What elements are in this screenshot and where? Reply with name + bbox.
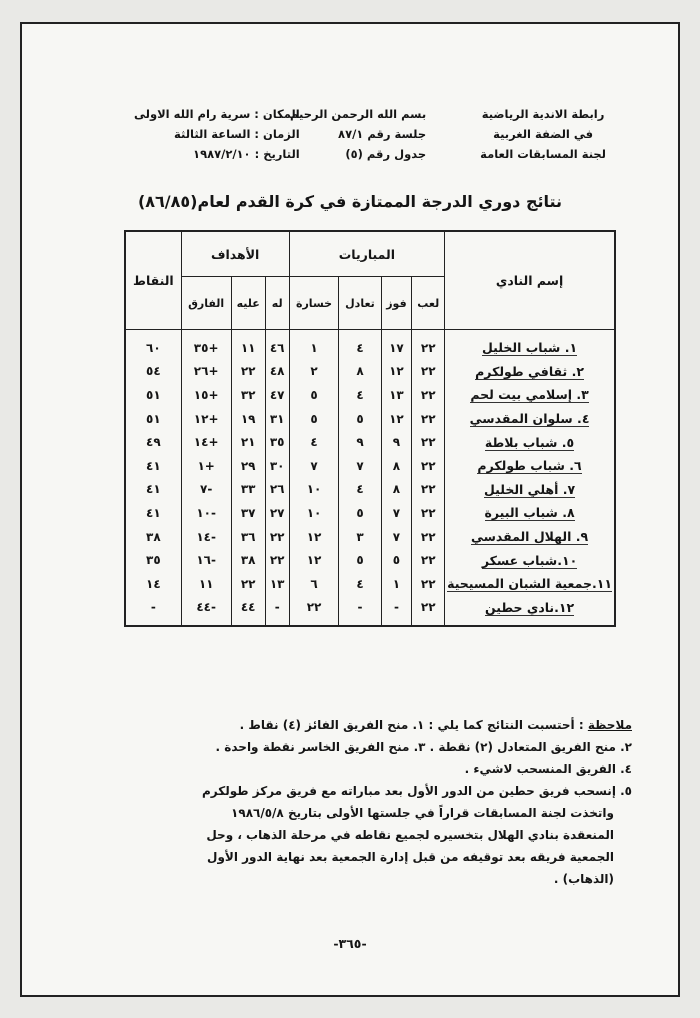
goal-diff-cell: -١٤ — [181, 525, 231, 549]
goals-for-cell: ٤٧ — [265, 383, 289, 407]
played-cell: ٢٢ — [412, 407, 445, 431]
goal-diff-cell: -٧ — [181, 478, 231, 502]
lost-cell: ٤ — [289, 430, 339, 454]
won-cell: ١ — [381, 572, 412, 596]
won-cell: ٨ — [381, 478, 412, 502]
note-line-1 — [92, 714, 632, 736]
club-name: ٧. أهلي الخليل — [483, 481, 576, 497]
club-name: ٩. الهلال المقدسي — [470, 529, 589, 545]
drawn-cell: ٥ — [339, 407, 381, 431]
drawn-cell: ٤ — [339, 478, 381, 502]
goal-diff-cell: +١٤ — [181, 430, 231, 454]
drawn-cell: ٨ — [339, 360, 381, 384]
note-line-8: (الذهاب) . — [553, 872, 614, 886]
goal-diff-cell: -١٠ — [181, 501, 231, 525]
points-cell: - — [125, 596, 181, 627]
lost-cell: ٥ — [289, 407, 339, 431]
goals-group-header: الأهداف — [181, 231, 289, 277]
goals-against-cell: ٣٢ — [231, 383, 265, 407]
played-cell: ٢٢ — [412, 596, 445, 627]
meeting-place: المكان : سرية رام الله الاولى — [134, 107, 300, 121]
lost-cell: ٢ — [289, 360, 339, 384]
won-cell: ٥ — [381, 548, 412, 572]
goals-against-cell: ٢٢ — [231, 572, 265, 596]
session-number: جلسة رقم ٨٧/١ — [338, 127, 427, 141]
club-name: ٨. شباب البيرة — [484, 505, 575, 521]
note-line-5: واتخذت لجنة المسابقات قراراً في جلستها الأولى بتاريخ ١٩٨٦/٥/٨ — [231, 806, 614, 820]
points-cell: ٥١ — [125, 407, 181, 431]
note-line-2: ٢. منح الفريق المتعادل (٢) نقطة . ٣. منح الفريق الخاسر نقطة واحدة . — [215, 740, 632, 754]
goals-for-cell: ٢٦ — [265, 478, 289, 502]
lost-cell: ٢٢ — [289, 596, 339, 627]
won-cell: ١٢ — [381, 360, 412, 384]
column-diff-header: الفارق — [181, 277, 231, 330]
points-cell: ٤٩ — [125, 430, 181, 454]
club-name: ٣. إسلامي بيت لحم — [470, 387, 589, 403]
goals-against-cell: ٣٦ — [231, 525, 265, 549]
goals-for-cell: ٣١ — [265, 407, 289, 431]
played-cell: ٢٢ — [412, 454, 445, 478]
table-row — [125, 330, 615, 360]
note-line-1-text: : أحتسبت النتائج كما يلي : ١. منح الفريق الفائز (٤) نقاط . — [239, 718, 584, 732]
column-club-header: إسم النادي — [445, 231, 615, 330]
goals-for-cell: ٢٢ — [265, 525, 289, 549]
played-cell: ٢٢ — [412, 330, 445, 360]
drawn-cell: ٩ — [339, 430, 381, 454]
column-lost-header: خسارة — [289, 277, 339, 330]
drawn-cell: ٤ — [339, 383, 381, 407]
club-name: ٥. شباب بلاطة — [484, 434, 575, 450]
goals-for-cell: ١٣ — [265, 572, 289, 596]
league-results-table — [124, 230, 616, 627]
lost-cell: ١٠ — [289, 501, 339, 525]
points-cell: ٤١ — [125, 454, 181, 478]
table-row — [125, 430, 615, 454]
note-line-4: ٥. إنسحب فريق حطين من الدور الأول بعد مباراته مع فريق مركز طولكرم — [202, 784, 632, 798]
session-block — [290, 104, 426, 164]
club-name: ١٢.نادي حطين — [484, 599, 575, 615]
table-row — [125, 548, 615, 572]
played-cell: ٢٢ — [412, 478, 445, 502]
drawn-cell: ٣ — [339, 525, 381, 549]
drawn-cell: ٥ — [339, 548, 381, 572]
note-line-3: ٤. الفريق المنسحب لاشيء . — [464, 762, 632, 776]
column-for-header: له — [265, 277, 289, 330]
won-cell: ٩ — [381, 430, 412, 454]
table-row — [125, 596, 615, 627]
notes-section — [92, 714, 632, 890]
club-name: ١١.جمعية الشبان المسيحية — [447, 576, 612, 592]
drawn-cell: ٥ — [339, 501, 381, 525]
goals-for-cell: ٢٢ — [265, 548, 289, 572]
note-label: ملاحظة — [587, 718, 632, 732]
won-cell: ١٧ — [381, 330, 412, 360]
club-name: ١. شباب الخليل — [482, 340, 578, 356]
won-cell: ١٢ — [381, 407, 412, 431]
goal-diff-cell: +٢٦ — [181, 360, 231, 384]
goals-for-cell: ٤٦ — [265, 330, 289, 360]
column-played-header: لعب — [412, 277, 445, 330]
won-cell: ٧ — [381, 501, 412, 525]
won-cell: ٧ — [381, 525, 412, 549]
played-cell: ٢٢ — [412, 572, 445, 596]
goal-diff-cell: +١٥ — [181, 383, 231, 407]
goals-against-cell: ٢٩ — [231, 454, 265, 478]
played-cell: ٢٢ — [412, 548, 445, 572]
table-number: جدول رقم (٥) — [345, 147, 427, 161]
points-cell: ٥١ — [125, 383, 181, 407]
table-row — [125, 525, 615, 549]
goal-diff-cell: +٣٥ — [181, 330, 231, 360]
won-cell: ٨ — [381, 454, 412, 478]
won-cell: - — [381, 596, 412, 627]
lost-cell: ١٠ — [289, 478, 339, 502]
org-line-3: لجنة المسابقات العامة — [480, 147, 606, 161]
goals-against-cell: ٢٢ — [231, 360, 265, 384]
played-cell: ٢٢ — [412, 383, 445, 407]
points-cell: ٤١ — [125, 478, 181, 502]
meeting-date: التاريخ : ١٩٨٧/٢/١٠ — [193, 147, 300, 161]
document-title: نتائج دوري الدرجة الممتازة في كرة القدم لعام(٨٦/٨٥) — [137, 192, 563, 211]
table-row — [125, 407, 615, 431]
club-name: ٤. سلوان المقدسي — [469, 411, 590, 427]
column-drawn-header: تعادل — [339, 277, 381, 330]
played-cell: ٢٢ — [412, 360, 445, 384]
played-cell: ٢٢ — [412, 501, 445, 525]
points-cell: ٣٥ — [125, 548, 181, 572]
table-row — [125, 360, 615, 384]
won-cell: ١٣ — [381, 383, 412, 407]
table-row — [125, 383, 615, 407]
table-row — [125, 478, 615, 502]
played-cell: ٢٢ — [412, 430, 445, 454]
club-name: ٦. شباب طولكرم — [477, 458, 582, 474]
table-row — [125, 454, 615, 478]
goal-diff-cell: ١١ — [181, 572, 231, 596]
goals-against-cell: ١١ — [231, 330, 265, 360]
lost-cell: ١ — [289, 330, 339, 360]
points-cell: ٥٤ — [125, 360, 181, 384]
goals-for-cell: - — [265, 596, 289, 627]
org-line-2: في الضفة الغربية — [493, 127, 593, 141]
goals-for-cell: ٢٧ — [265, 501, 289, 525]
points-cell: ٣٨ — [125, 525, 181, 549]
goals-against-cell: ٣٨ — [231, 548, 265, 572]
goals-for-cell: ٣٠ — [265, 454, 289, 478]
table-row — [125, 572, 615, 596]
lost-cell: ٥ — [289, 383, 339, 407]
goals-against-cell: ٢١ — [231, 430, 265, 454]
note-line-6: المنعقدة بنادي الهلال بتخسيره لجميع نقاطه في مرحلة الذهاب ، وحل — [206, 828, 614, 842]
org-line-1: رابطة الاندية الرياضية — [481, 107, 605, 121]
page-number: -٣٦٥- — [333, 936, 367, 951]
club-name: ١٠.شباب عسكر — [481, 552, 578, 568]
note-line-7: الجمعية فريقه بعد توقيفه من قبل إدارة الجمعية بعد نهاية الدور الأول — [207, 850, 614, 864]
matches-group-header: المباريات — [289, 231, 445, 277]
goal-diff-cell: -٤٤ — [181, 596, 231, 627]
goals-against-cell: ٤٤ — [231, 596, 265, 627]
column-points-header: النقاط — [125, 231, 181, 330]
points-cell: ١٤ — [125, 572, 181, 596]
goal-diff-cell: +١ — [181, 454, 231, 478]
points-cell: ٤١ — [125, 501, 181, 525]
lost-cell: ١٢ — [289, 525, 339, 549]
goals-against-cell: ١٩ — [231, 407, 265, 431]
lost-cell: ١٢ — [289, 548, 339, 572]
drawn-cell: ٤ — [339, 572, 381, 596]
column-against-header: عليه — [231, 277, 265, 330]
goals-against-cell: ٣٣ — [231, 478, 265, 502]
points-cell: ٦٠ — [125, 330, 181, 360]
goal-diff-cell: -١٦ — [181, 548, 231, 572]
table-row — [125, 501, 615, 525]
lost-cell: ٦ — [289, 572, 339, 596]
organization-block — [480, 104, 606, 164]
goals-against-cell: ٣٧ — [231, 501, 265, 525]
basmala: بسم الله الرحمن الرحيم — [290, 107, 427, 121]
column-won-header: فوز — [381, 277, 412, 330]
meeting-info-block — [134, 104, 300, 164]
drawn-cell: - — [339, 596, 381, 627]
lost-cell: ٧ — [289, 454, 339, 478]
played-cell: ٢٢ — [412, 525, 445, 549]
goal-diff-cell: +١٢ — [181, 407, 231, 431]
drawn-cell: ٧ — [339, 454, 381, 478]
goals-for-cell: ٤٨ — [265, 360, 289, 384]
goals-for-cell: ٣٥ — [265, 430, 289, 454]
drawn-cell: ٤ — [339, 330, 381, 360]
meeting-time: الزمان : الساعة الثالثة — [174, 127, 300, 141]
club-name: ٢. ثقافي طولكرم — [475, 363, 584, 379]
document-page — [20, 22, 680, 997]
